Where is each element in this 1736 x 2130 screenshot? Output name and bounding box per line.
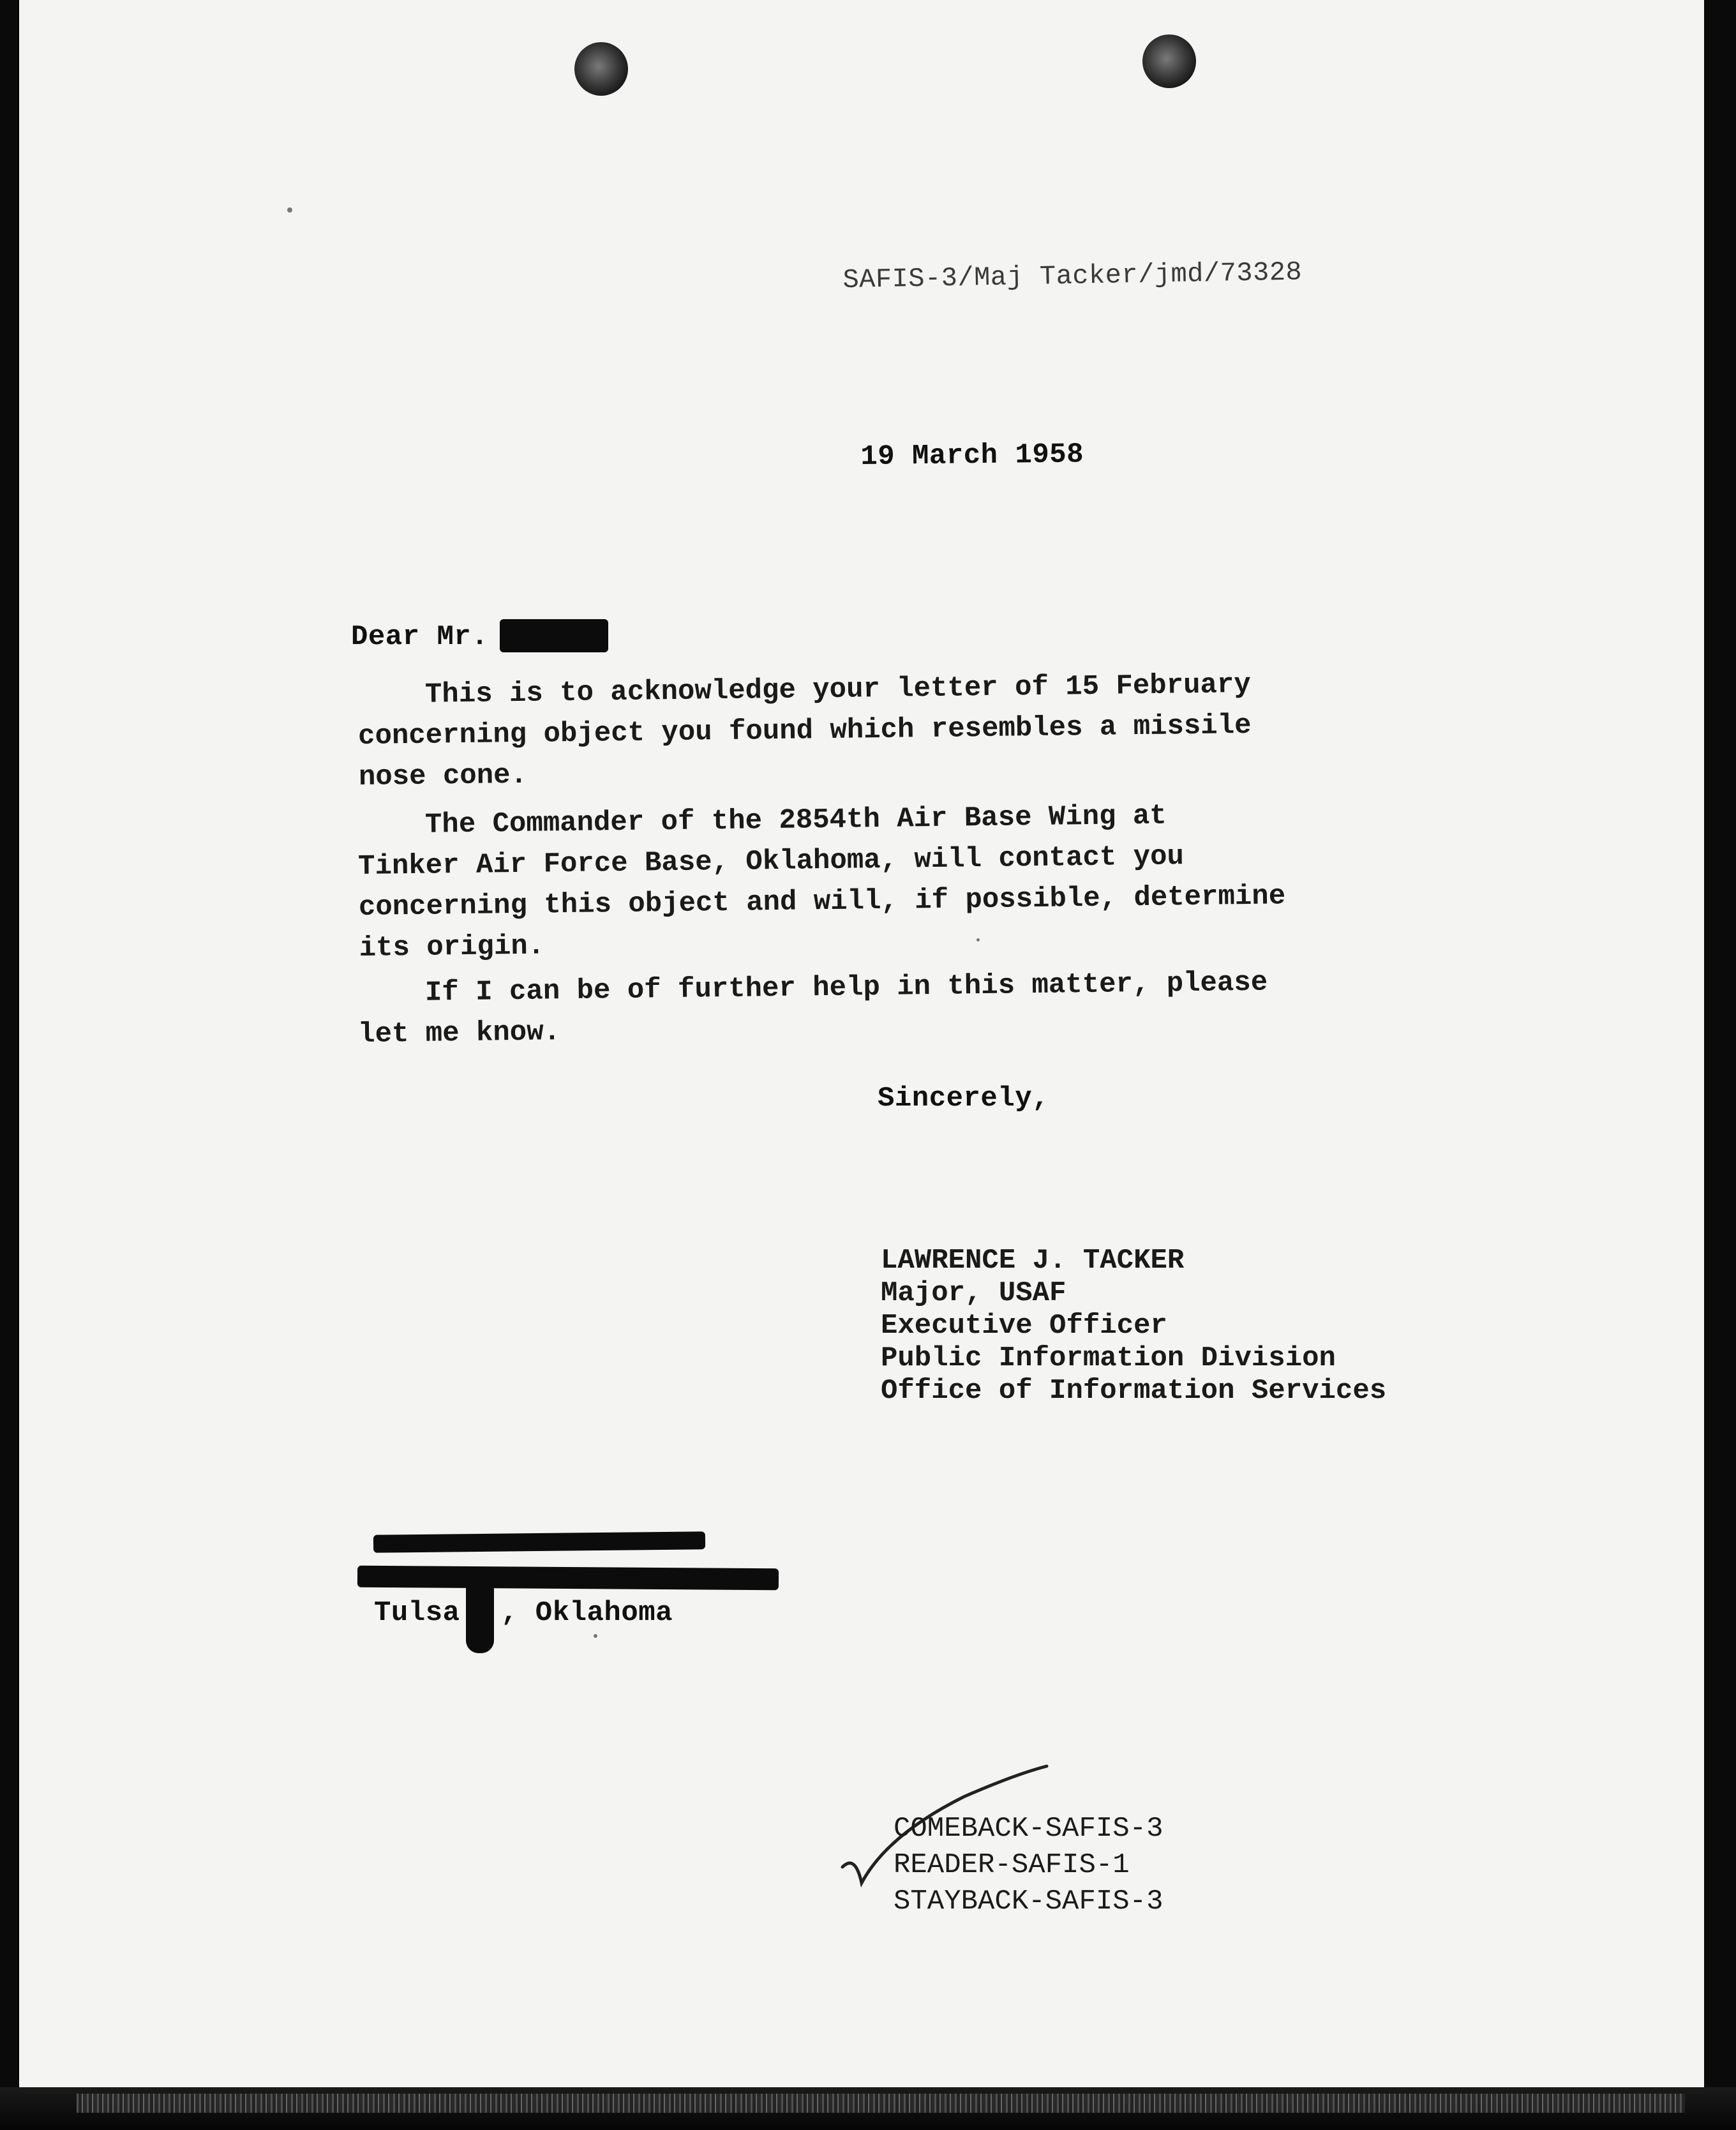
paragraph-line: nose cone. [358,759,528,793]
paragraph-line: let me know. [357,1016,561,1051]
scan-bottom-edge [0,2087,1736,2130]
body-paragraph-1 [357,664,1252,798]
address-city-right: , Oklahoma [501,1597,673,1629]
reference-line: SAFIS-3/Maj Tacker/jmd/73328 [842,257,1303,296]
paragraph-line: concerning this object and will, if possible, determine [358,880,1286,924]
routing-block [894,1811,1163,1920]
signer-title: Executive Officer [881,1310,1167,1342]
letter-page [19,0,1704,2087]
paragraph-line: its origin. [359,930,545,964]
scan-speck [594,1634,597,1638]
salutation: Dear Mr. [351,621,489,653]
routing-stayback: STAYBACK-SAFIS-3 [894,1886,1164,1917]
paragraph-line: The Commander of the 2854th Air Base Wing at [357,800,1167,842]
paragraph-line: concerning object you found which resembles a missile [357,709,1252,753]
body-paragraph-3 [357,963,1268,1055]
signer-name: LAWRENCE J. TACKER [881,1245,1185,1277]
paragraph-line: Tinker Air Force Base, Oklahoma, will contact you [357,841,1185,883]
redaction-address-line-2 [357,1566,779,1591]
redaction-name [500,619,608,652]
punch-hole-left [574,42,628,96]
signature-block [881,1245,1386,1407]
paragraph-line: This is to acknowledge your letter of 15 February [357,668,1252,712]
redaction-address-line-1 [373,1531,705,1552]
paragraph-line: If I can be of further help in this matter, please [357,966,1268,1010]
address-city-left: Tulsa [374,1597,460,1629]
signer-division: Public Information Division [881,1342,1336,1374]
routing-comeback: COMEBACK-SAFIS-3 [894,1813,1164,1845]
signer-rank: Major, USAF [881,1277,1066,1309]
scan-border [0,0,19,2130]
signer-office: Office of Information Services [881,1375,1387,1407]
routing-reader: READER-SAFIS-1 [894,1849,1130,1881]
punch-hole-right [1142,34,1196,88]
scan-speck [287,207,292,213]
redaction-address-blob [466,1577,494,1653]
letter-date: 19 March 1958 [860,439,1084,473]
closing: Sincerely, [878,1083,1050,1114]
body-paragraph-2 [357,794,1286,969]
